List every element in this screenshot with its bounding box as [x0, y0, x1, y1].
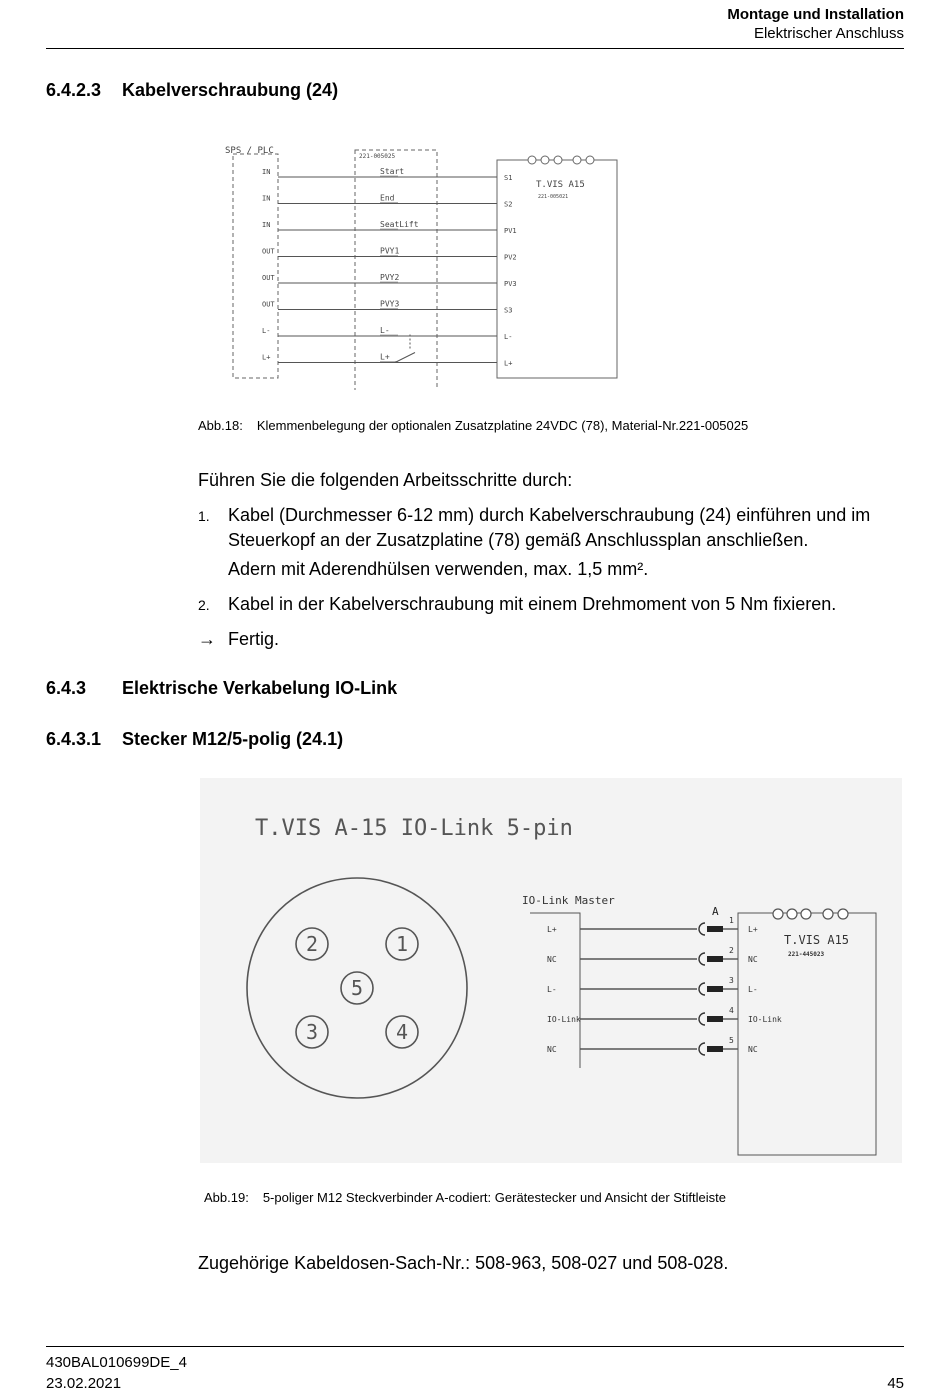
device-pin-label: L-: [748, 985, 758, 994]
step-2-text: Kabel in der Kabelverschraubung mit einem Drehmoment von 5 Nm fixieren.: [228, 594, 837, 614]
step-1-note: Adern mit Aderendhülsen verwenden, max. 1,5 mm².: [228, 559, 649, 579]
device-name: T.VIS A15: [784, 933, 850, 947]
master-label: IO-Link Master: [522, 894, 615, 907]
device-pin-label: PV2: [504, 253, 517, 262]
header-subtitle: Elektrischer Anschluss: [753, 25, 904, 42]
master-pin-label: L+: [547, 925, 557, 934]
footer-page-number: 45: [887, 1375, 904, 1392]
wire-number-label: 4: [729, 1006, 734, 1015]
indicator-icon: [586, 156, 594, 164]
figure-19-io-link-diagram: [200, 778, 902, 1163]
device-pin-label: NC: [748, 1045, 758, 1054]
figure-19-caption: [204, 1190, 726, 1205]
plc-label: SPS / PLC: [225, 146, 274, 156]
caption-label: Abb.18:: [198, 418, 243, 433]
signal-label: Start: [380, 167, 405, 176]
device-pin-label: L+: [504, 359, 513, 368]
result-arrow: →: [198, 629, 216, 649]
plc-pin-label: IN: [262, 168, 271, 176]
step-1-number: 1.: [198, 508, 210, 524]
signal-label: L-: [380, 326, 390, 335]
plc-pin-label: L-: [262, 327, 271, 335]
wire-number-label: 2: [729, 946, 734, 955]
section-title: Stecker M12/5-polig (24.1): [122, 729, 344, 749]
indicator-icon: [787, 909, 797, 919]
result-text: Fertig.: [228, 629, 280, 649]
section-heading-6-4-3: [46, 678, 397, 699]
signal-label: PVY2: [380, 273, 400, 282]
plc-pin-label: L+: [262, 353, 271, 362]
figure-18-wiring-diagram: [220, 140, 630, 390]
caption-text: 5-poliger M12 Steckverbinder A-codiert: Gerätestecker und Ansicht der Stiftleiste: [262, 1190, 726, 1205]
plc-pin-label: IN: [262, 194, 271, 203]
header-title: Montage und Installation: [727, 6, 904, 23]
wire-number-label: 1: [729, 916, 734, 925]
coding-label: A: [712, 905, 719, 918]
figure-18-caption: [198, 418, 748, 433]
master-pin-label: IO-Link: [547, 1015, 581, 1024]
signal-label: PVY1: [380, 246, 400, 256]
section-number: 6.4.2.3: [46, 80, 102, 100]
device-pin-label: S2: [504, 200, 513, 209]
plc-block-outline: [233, 154, 278, 378]
device-name: T.VIS A15: [536, 180, 585, 190]
section-number: 6.4.3.1: [46, 729, 102, 749]
master-pin-label: NC: [547, 955, 557, 964]
device-id: 221-005021: [538, 194, 569, 200]
indicator-icon: [773, 909, 783, 919]
device-pin-label: S3: [504, 306, 513, 315]
pin-label-2: 2: [305, 932, 319, 956]
plug-pin-icon: [707, 956, 723, 962]
device-pin-label: NC: [748, 955, 758, 964]
header-divider: [46, 48, 904, 49]
board-label: 221-005025: [359, 153, 396, 160]
plc-pin-label: OUT: [262, 274, 275, 282]
plc-pin-label: IN: [262, 221, 271, 229]
section-heading-6-4-2-3: [46, 80, 338, 101]
plug-pin-icon: [707, 1016, 723, 1022]
figure-title: T.VIS A-15 IO-Link 5-pin: [255, 816, 573, 841]
signal-label: SeatLift: [380, 220, 419, 229]
master-pin-label: NC: [547, 1045, 557, 1054]
indicator-icon: [573, 156, 581, 164]
plug-pin-icon: [707, 986, 723, 992]
board-block-outline: [355, 150, 437, 390]
indicator-icon: [541, 156, 549, 164]
indicator-icon: [528, 156, 536, 164]
footer-doc-number: 430BAL010699DE_4: [46, 1354, 187, 1371]
device-block-outline: [497, 160, 617, 378]
wire-number-label: 3: [729, 976, 734, 985]
indicator-icon: [838, 909, 848, 919]
signal-label: PVY3: [380, 299, 400, 309]
device-id: 221-445023: [788, 951, 825, 958]
section-number: 6.4.3: [46, 678, 87, 698]
master-pin-label: L-: [547, 985, 557, 994]
signal-label: End: [380, 193, 395, 203]
signal-label: L+: [380, 352, 390, 362]
switch-contact: [395, 353, 415, 363]
wire-number-label: 5: [729, 1036, 734, 1045]
device-pin-label: L-: [504, 333, 513, 341]
caption-label: Abb.19:: [204, 1190, 249, 1205]
plc-pin-label: OUT: [262, 247, 275, 256]
pin-label-4: 4: [395, 1020, 409, 1044]
pin-label-3: 3: [305, 1020, 319, 1044]
plug-pin-icon: [707, 1046, 723, 1052]
footer-divider: [46, 1346, 904, 1347]
device-pin-label: S1: [504, 174, 513, 182]
device-pin-label: PV1: [504, 227, 517, 235]
step-1-text: Kabel (Durchmesser 6-12 mm) durch Kabelverschraubung (24) einführen und im Steuerkopf an der Zusatzplatine (78) gemäß Anschlussplan anschließen.: [228, 505, 871, 550]
pin-label-5: 5: [350, 976, 364, 1000]
step-2-number: 2.: [198, 597, 210, 613]
accessory-text: Zugehörige Kabeldosen-Sach-Nr.: 508-963, 508-027 und 508-028.: [198, 1253, 729, 1273]
device-pin-label: PV3: [504, 280, 517, 288]
device-pin-label: L+: [748, 925, 758, 934]
caption-text: Klemmenbelegung der optionalen Zusatzplatine 24VDC (78), Material-Nr.221-005025: [256, 418, 749, 433]
section-title: Kabelverschraubung (24): [122, 80, 339, 100]
instructions-intro: Führen Sie die folgenden Arbeitsschritte durch:: [198, 470, 573, 490]
section-heading-6-4-3-1: [46, 729, 343, 750]
pin-label-1: 1: [395, 932, 409, 956]
plug-pin-icon: [707, 926, 723, 932]
indicator-icon: [823, 909, 833, 919]
indicator-icon: [554, 156, 562, 164]
footer-date: 23.02.2021: [46, 1375, 122, 1392]
indicator-icon: [801, 909, 811, 919]
section-title: Elektrische Verkabelung IO-Link: [122, 678, 398, 698]
plc-pin-label: OUT: [262, 300, 275, 309]
device-pin-label: IO-Link: [748, 1015, 782, 1024]
